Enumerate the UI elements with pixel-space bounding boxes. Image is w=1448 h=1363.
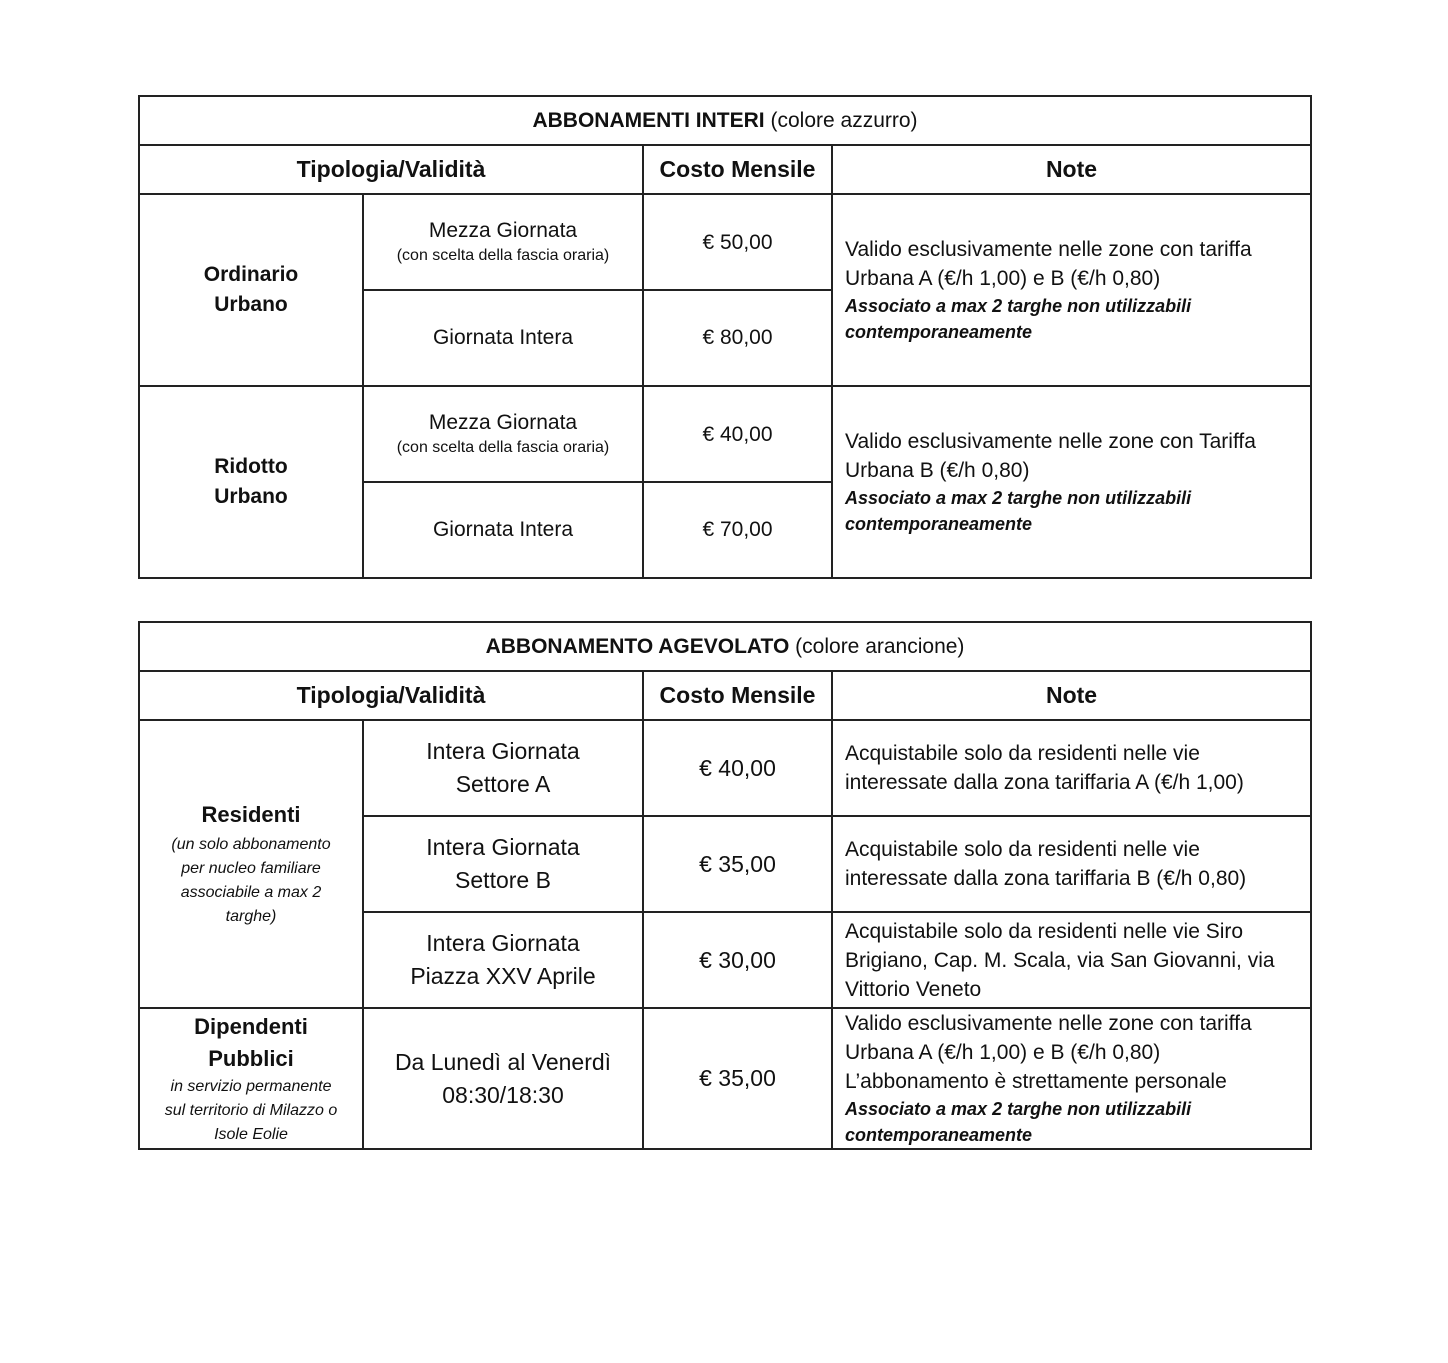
note-cell bbox=[832, 816, 1311, 912]
table-row bbox=[139, 194, 1311, 290]
group-sublabel-line: Isole Eolie bbox=[214, 1125, 288, 1143]
validity-text: Da Lunedì al Venerdì bbox=[394, 1048, 612, 1075]
group-label-line: Dipendenti bbox=[194, 1013, 308, 1039]
group-label bbox=[139, 386, 363, 578]
group-sublabel bbox=[140, 833, 362, 929]
validity-cell bbox=[363, 720, 643, 816]
cost-cell: € 30,00 bbox=[643, 912, 832, 1008]
header-costo: Costo Mensile bbox=[643, 671, 832, 720]
note-bold-line: contemporaneamente bbox=[845, 322, 1033, 342]
validity-subtext: (con scelta della fascia oraria) bbox=[396, 439, 610, 456]
header-tipologia: Tipologia/Validità bbox=[139, 671, 643, 720]
validity-cell bbox=[363, 386, 643, 482]
table-row bbox=[139, 720, 1311, 816]
note-line: Vittorio Veneto bbox=[845, 977, 982, 1001]
validity-text: Giornata Intera bbox=[432, 518, 574, 541]
cost-cell: € 35,00 bbox=[643, 816, 832, 912]
validity-text: Giornata Intera bbox=[432, 326, 574, 349]
cost-cell: € 40,00 bbox=[643, 386, 832, 482]
validity-cell bbox=[363, 290, 643, 386]
group-sublabel-line: in servizio permanente bbox=[170, 1077, 332, 1095]
validity-text: Intera Giornata bbox=[426, 834, 580, 860]
table-title bbox=[139, 622, 1311, 671]
header-tipologia: Tipologia/Validità bbox=[139, 145, 643, 194]
note-bold-line: Associato a max 2 targhe non utilizzabili bbox=[845, 1099, 1192, 1119]
validity-text: Mezza Giornata bbox=[428, 411, 578, 434]
cost-cell: € 70,00 bbox=[643, 482, 832, 578]
validity-cell bbox=[363, 1008, 643, 1149]
group-label-line: Ordinario bbox=[203, 263, 299, 286]
group-label-line: Pubblici bbox=[208, 1045, 294, 1071]
group-label bbox=[139, 1008, 363, 1149]
group-label-line: Urbano bbox=[214, 485, 288, 508]
validity-cell bbox=[363, 816, 643, 912]
validity-text: Settore A bbox=[455, 771, 551, 797]
note-line: interessate dalla zona tariffaria B (€/h 0,80) bbox=[845, 867, 1247, 890]
group-label-line: Residenti bbox=[201, 802, 301, 827]
group-sublabel-line: targhe) bbox=[225, 908, 277, 925]
table-title bbox=[139, 96, 1311, 145]
table-title-bold: ABBONAMENTI INTERI bbox=[532, 108, 765, 132]
note-line: Urbana B (€/h 0,80) bbox=[845, 459, 1030, 482]
note-line: Valido esclusivamente nelle zone con tariffa bbox=[845, 238, 1252, 261]
note-line: interessate dalla zona tariffaria A (€/h 1,00) bbox=[845, 771, 1244, 794]
validity-text: Intera Giornata bbox=[426, 930, 580, 956]
note-bold-line: Associato a max 2 targhe non utilizzabili bbox=[845, 296, 1192, 316]
note-cell bbox=[832, 1008, 1311, 1149]
table-title-bold: ABBONAMENTO AGEVOLATO bbox=[485, 634, 790, 658]
validity-cell bbox=[363, 912, 643, 1008]
group-sublabel-line: (un solo abbonamento bbox=[171, 836, 331, 853]
group-label bbox=[139, 720, 363, 1008]
note-line: Urbana A (€/h 1,00) e B (€/h 0,80) bbox=[845, 267, 1161, 290]
note-cell bbox=[832, 194, 1311, 386]
note-cell bbox=[832, 912, 1311, 1008]
cost-cell: € 50,00 bbox=[643, 194, 832, 290]
validity-text: Piazza XXV Aprile bbox=[410, 963, 596, 989]
note-line: Acquistabile solo da residenti nelle vie bbox=[845, 742, 1200, 765]
header-costo: Costo Mensile bbox=[643, 145, 832, 194]
abbonamenti-interi-table bbox=[138, 95, 1312, 579]
header-note: Note bbox=[832, 145, 1311, 194]
validity-cell bbox=[363, 482, 643, 578]
cost-cell: € 40,00 bbox=[643, 720, 832, 816]
note-bold-line: contemporaneamente bbox=[845, 514, 1033, 534]
group-sublabel-line: associabile a max 2 bbox=[180, 884, 322, 901]
group-label bbox=[139, 194, 363, 386]
note-line: Brigiano, Cap. M. Scala, via San Giovanni, via bbox=[845, 948, 1275, 972]
note-line: Valido esclusivamente nelle zone con Tariffa bbox=[845, 430, 1256, 453]
group-sublabel-line: per nucleo familiare bbox=[181, 860, 321, 877]
validity-text: 08:30/18:30 bbox=[442, 1081, 564, 1108]
table-row bbox=[139, 386, 1311, 482]
group-label-line: Ridotto bbox=[214, 455, 288, 478]
header-note: Note bbox=[832, 671, 1311, 720]
table-title-note: (colore arancione) bbox=[795, 634, 965, 658]
note-bold-line: contemporaneamente bbox=[845, 1125, 1033, 1145]
validity-cell bbox=[363, 194, 643, 290]
group-sublabel bbox=[140, 1075, 362, 1147]
note-line: Acquistabile solo da residenti nelle vie Siro bbox=[845, 919, 1244, 943]
group-sublabel-line: sul territorio di Milazzo o bbox=[164, 1101, 338, 1119]
group-label-line: Urbano bbox=[214, 293, 288, 316]
validity-text: Mezza Giornata bbox=[428, 219, 578, 242]
table-title-note: (colore azzurro) bbox=[770, 108, 918, 132]
cost-cell: € 80,00 bbox=[643, 290, 832, 386]
validity-text: Settore B bbox=[455, 867, 551, 893]
note-cell bbox=[832, 720, 1311, 816]
note-line: Urbana A (€/h 1,00) e B (€/h 0,80) bbox=[845, 1041, 1161, 1064]
note-bold-line: Associato a max 2 targhe non utilizzabili bbox=[845, 488, 1192, 508]
validity-subtext: (con scelta della fascia oraria) bbox=[396, 247, 610, 264]
abbonamento-agevolato-table bbox=[138, 621, 1312, 1150]
note-cell bbox=[832, 386, 1311, 578]
note-line: L’abbonamento è strettamente personale bbox=[845, 1070, 1227, 1093]
validity-text: Intera Giornata bbox=[426, 738, 580, 764]
table-row bbox=[139, 1008, 1311, 1149]
note-line: Valido esclusivamente nelle zone con tariffa bbox=[845, 1012, 1252, 1035]
cost-cell: € 35,00 bbox=[643, 1008, 832, 1149]
note-line: Acquistabile solo da residenti nelle vie bbox=[845, 838, 1200, 861]
